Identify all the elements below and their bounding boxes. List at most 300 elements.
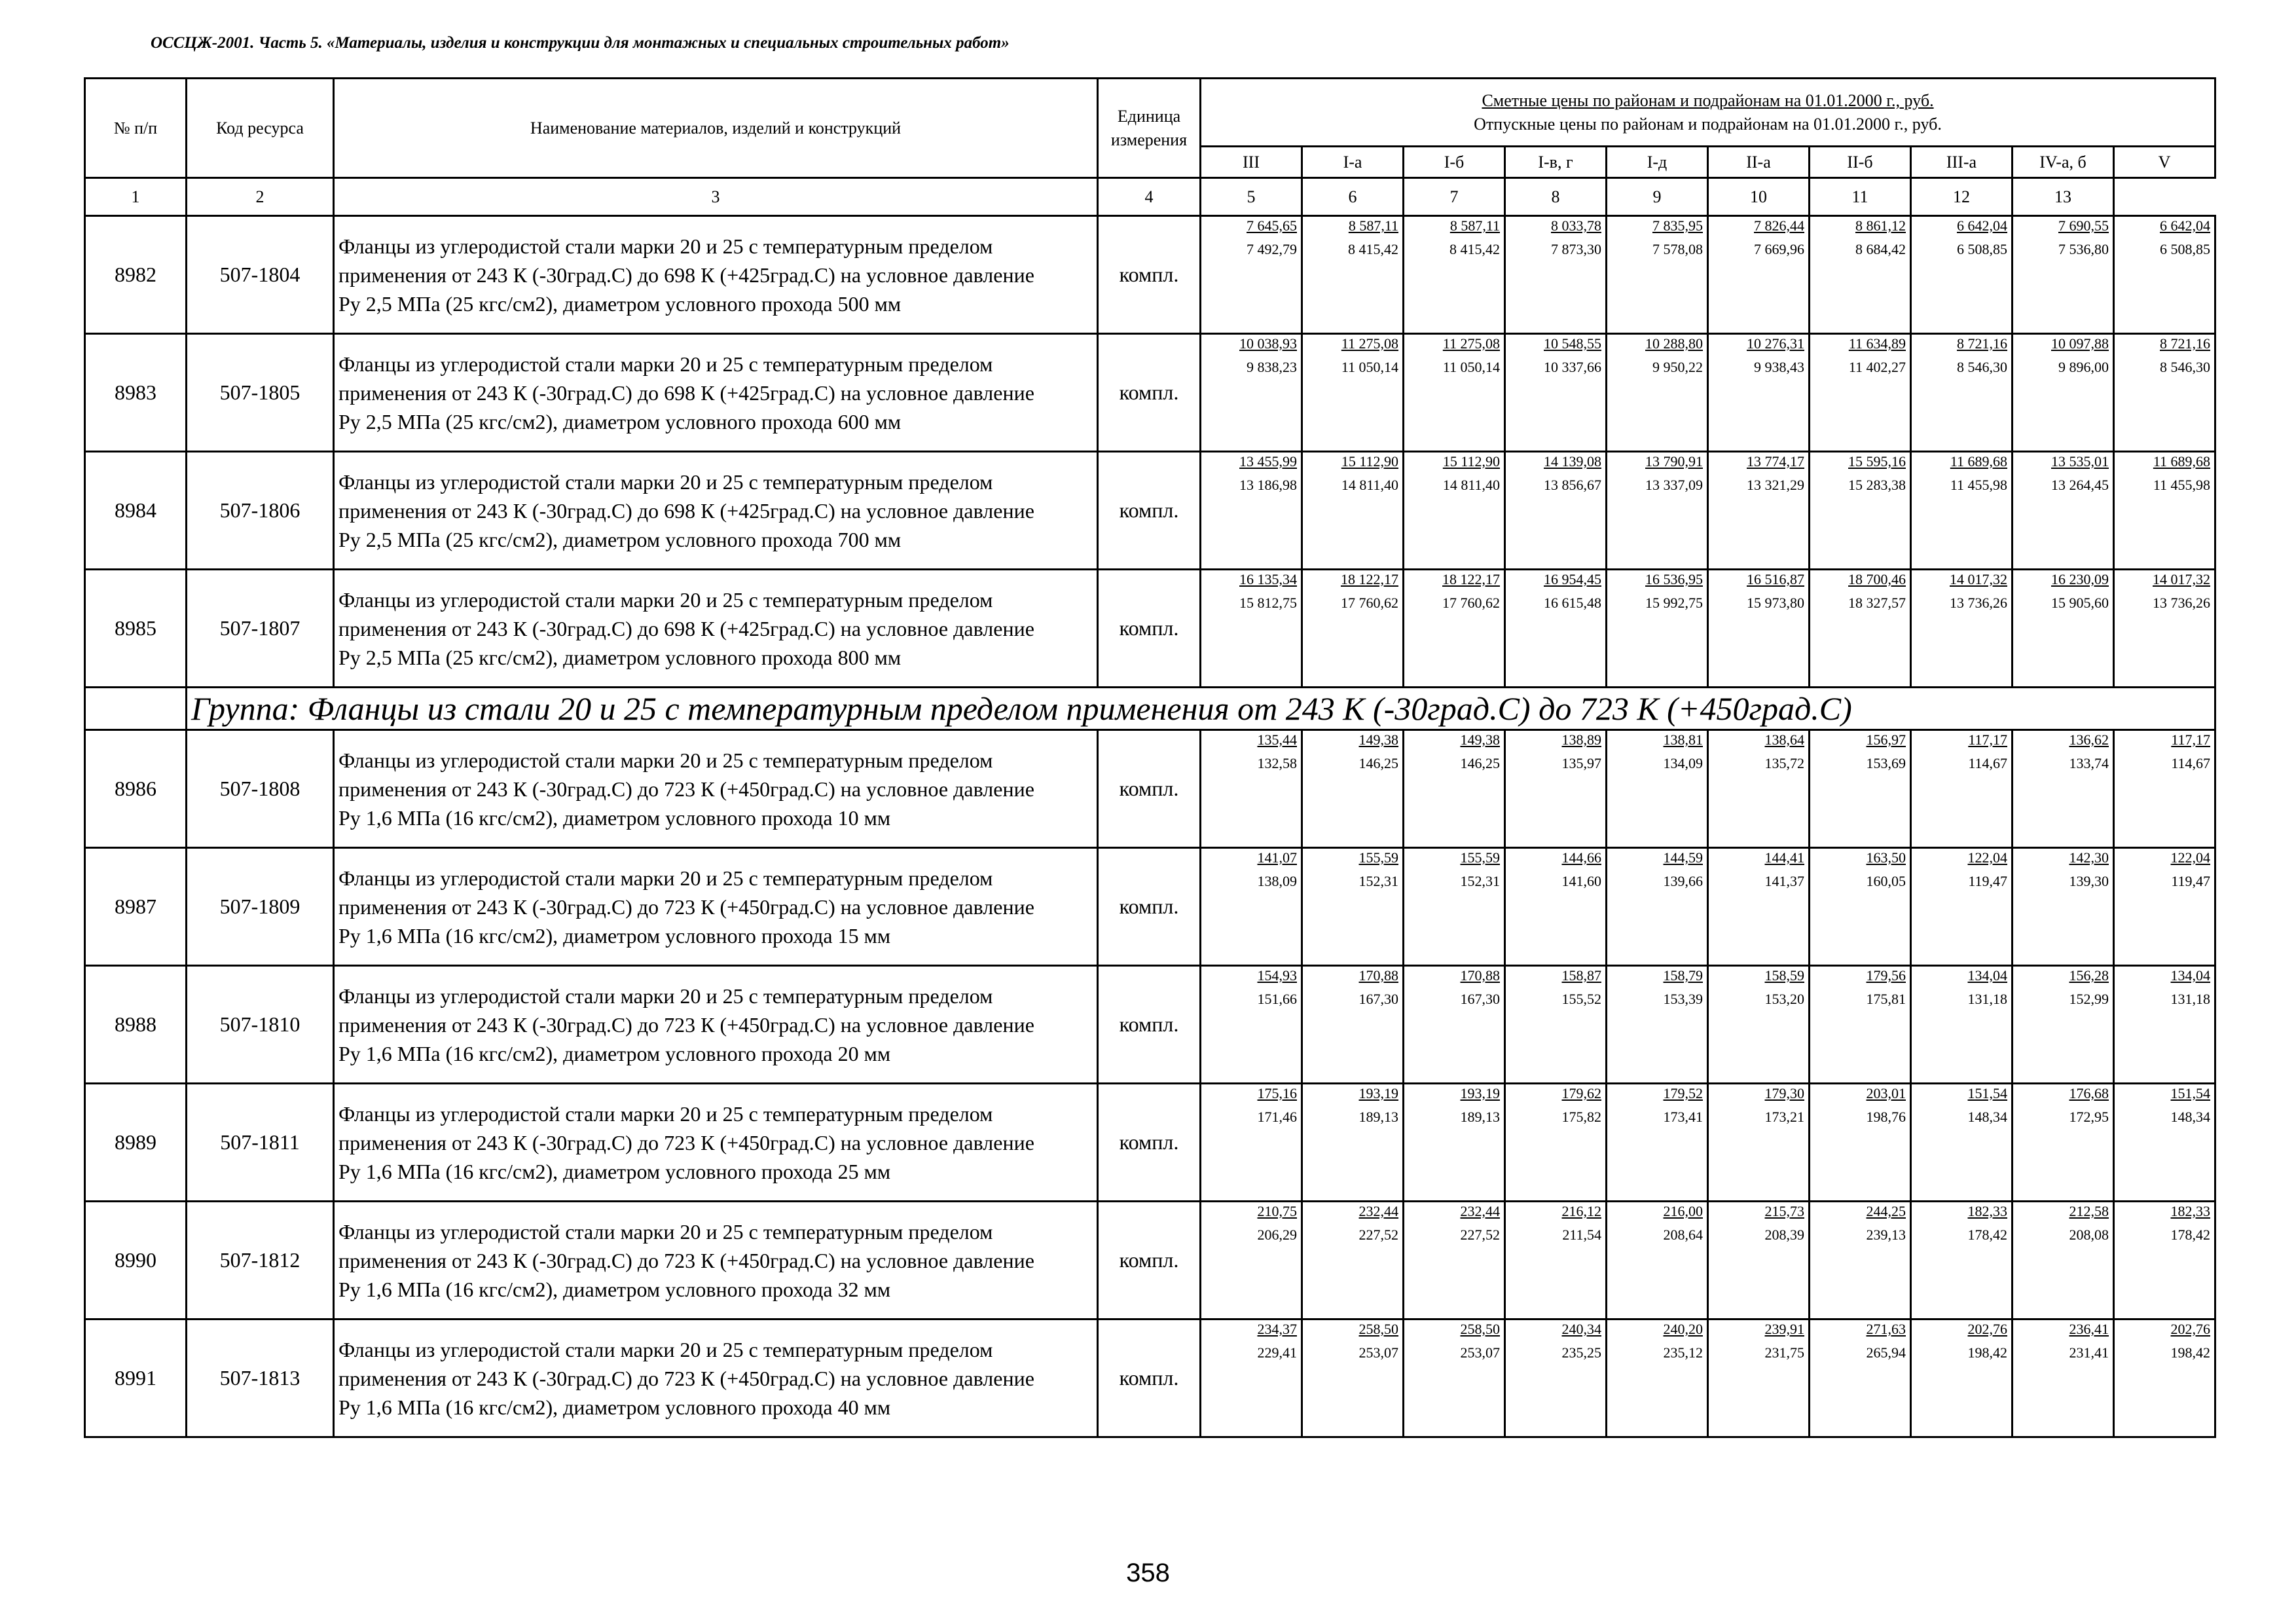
price-cell: [1708, 334, 1810, 452]
release-price: 11 455,98: [2153, 477, 2211, 493]
header-region: I-б: [1404, 147, 1505, 178]
price-cell: [1404, 570, 1505, 688]
unit: компл.: [1098, 848, 1201, 966]
group-row: [85, 688, 2215, 730]
price-cell: [1708, 1084, 1810, 1202]
row-number: 8988: [85, 966, 187, 1084]
release-price: 13 321,29: [1747, 477, 1804, 493]
release-price: 8 415,42: [1449, 241, 1500, 257]
estimate-price: 7 835,95: [1652, 217, 1703, 234]
estimate-price: 136,62: [2069, 731, 2109, 748]
price-cell: [2013, 730, 2114, 848]
material-name-line: Ру 1,6 МПа (16 кгс/см2), диаметром условного прохода 25 мм: [338, 1159, 891, 1183]
price-cell: [2114, 1084, 2215, 1202]
material-name-line: Фланцы из углеродистой стали марки 20 и 25 с температурным пределом: [338, 1101, 993, 1126]
release-price: 189,13: [1358, 1109, 1398, 1125]
estimate-price: 239,91: [1764, 1321, 1804, 1337]
price-cell: [1201, 730, 1302, 848]
price-cell: [2013, 1084, 2114, 1202]
material-name: [334, 848, 1098, 966]
release-price: 141,37: [1764, 873, 1804, 889]
estimate-price: 170,88: [1460, 967, 1500, 984]
price-cell: [1505, 1084, 1607, 1202]
resource-code: 507-1804: [187, 216, 334, 334]
release-price: 148,34: [2170, 1109, 2211, 1125]
page-number: 358: [1126, 1559, 1170, 1587]
price-cell: [2013, 1202, 2114, 1320]
release-price: 198,42: [2170, 1344, 2211, 1361]
release-price: 167,30: [1358, 991, 1398, 1007]
unit: компл.: [1098, 334, 1201, 452]
release-price: 208,08: [2069, 1227, 2109, 1243]
estimate-price: 144,41: [1764, 849, 1804, 866]
release-price: 9 938,43: [1754, 359, 1804, 375]
release-price: 227,52: [1460, 1227, 1500, 1243]
material-name-line: применения от 243 К (-30град.С) до 723 К (+450град.С) на условное давление: [338, 777, 1034, 801]
estimate-price: 13 535,01: [2051, 453, 2109, 470]
column-number: 11: [1810, 178, 1911, 216]
estimate-price: 117,17: [2171, 731, 2211, 748]
release-price: 253,07: [1460, 1344, 1500, 1361]
material-name-line: Ру 1,6 МПа (16 кгс/см2), диаметром условного прохода 40 мм: [338, 1395, 891, 1419]
estimate-price: 18 700,46: [1848, 571, 1906, 587]
estimate-price: 11 689,68: [2153, 453, 2211, 470]
estimate-price: 258,50: [1460, 1321, 1500, 1337]
estimate-price: 18 122,17: [1341, 571, 1398, 587]
release-price: 8 546,30: [2160, 359, 2211, 375]
estimate-price: 232,44: [1460, 1203, 1500, 1219]
header-price-release: Отпускные цены по районам и подрайонам на 01.01.2000 г., руб.: [1474, 114, 1942, 134]
estimate-price: 236,41: [2069, 1321, 2109, 1337]
price-cell: [1302, 216, 1404, 334]
estimate-price: 13 774,17: [1747, 453, 1804, 470]
release-price: 134,09: [1663, 755, 1703, 771]
release-price: 160,05: [1866, 873, 1906, 889]
price-cell: [1810, 216, 1911, 334]
material-name-line: Фланцы из углеродистой стали марки 20 и 25 с температурным пределом: [338, 234, 993, 258]
header-region: III: [1201, 147, 1302, 178]
release-price: 235,25: [1561, 1344, 1601, 1361]
release-price: 133,74: [2069, 755, 2109, 771]
column-number: 9: [1607, 178, 1708, 216]
material-name-line: Ру 1,6 МПа (16 кгс/см2), диаметром условного прохода 32 мм: [338, 1277, 891, 1301]
price-cell: [1404, 216, 1505, 334]
price-cell: [2013, 334, 2114, 452]
estimate-price: 18 122,17: [1442, 571, 1500, 587]
price-cell: [1911, 570, 2013, 688]
price-cell: [1201, 1084, 1302, 1202]
estimate-price: 141,07: [1257, 849, 1297, 866]
price-cell: [1911, 1320, 2013, 1437]
material-name-line: Фланцы из углеродистой стали марки 20 и 25 с температурным пределом: [338, 352, 993, 376]
material-name-line: Фланцы из углеродистой стали марки 20 и 25 с температурным пределом: [338, 748, 993, 772]
material-name-line: Фланцы из углеродистой стали марки 20 и 25 с температурным пределом: [338, 866, 993, 890]
estimate-price: 182,33: [1967, 1203, 2007, 1219]
estimate-price: 6 642,04: [1957, 217, 2007, 234]
resource-code: 507-1809: [187, 848, 334, 966]
release-price: 189,13: [1460, 1109, 1500, 1125]
price-cell: [1810, 1320, 1911, 1437]
estimate-price: 193,19: [1460, 1085, 1500, 1101]
column-number: 2: [187, 178, 334, 216]
price-cell: [1607, 1084, 1708, 1202]
estimate-price: 10 288,80: [1645, 335, 1703, 352]
material-name-line: Фланцы из углеродистой стали марки 20 и 25 с температурным пределом: [338, 984, 993, 1008]
price-cell: [2013, 570, 2114, 688]
estimate-price: 151,54: [1967, 1085, 2007, 1101]
material-name-line: Ру 1,6 МПа (16 кгс/см2), диаметром условного прохода 15 мм: [338, 923, 891, 948]
price-cell: [1505, 848, 1607, 966]
release-price: 198,42: [1967, 1344, 2007, 1361]
page-header-title: ОССЦЖ-2001. Часть 5. «Материалы, изделия и конструкции для монтажных и специальных строительных работ»: [151, 34, 1010, 52]
price-cell: [1404, 966, 1505, 1084]
price-cell: [1302, 452, 1404, 570]
price-cell: [2114, 334, 2215, 452]
resource-code: 507-1805: [187, 334, 334, 452]
header-region: II-б: [1810, 147, 1911, 178]
estimate-price: 179,52: [1663, 1085, 1703, 1101]
material-name-line: Ру 1,6 МПа (16 кгс/см2), диаметром условного прохода 10 мм: [338, 805, 891, 830]
price-cell: [2114, 570, 2215, 688]
estimate-price: 179,56: [1866, 967, 1906, 984]
price-cell: [1810, 966, 1911, 1084]
release-price: 198,76: [1866, 1109, 1906, 1125]
release-price: 9 950,22: [1652, 359, 1703, 375]
release-price: 13 337,09: [1645, 477, 1703, 493]
column-number: 6: [1302, 178, 1404, 216]
release-price: 239,13: [1866, 1227, 1906, 1243]
estimate-price: 142,30: [2069, 849, 2109, 866]
release-price: 15 283,38: [1848, 477, 1906, 493]
release-price: 7 669,96: [1754, 241, 1804, 257]
price-cell: [1302, 730, 1404, 848]
table-row: [85, 966, 2215, 1084]
header-unit: Единица измерения: [1098, 79, 1201, 178]
price-cell: [1607, 1202, 1708, 1320]
price-cell: [1708, 452, 1810, 570]
price-cell: [2114, 1320, 2215, 1437]
estimate-price: 138,81: [1663, 731, 1703, 748]
release-price: 206,29: [1257, 1227, 1297, 1243]
price-cell: [1302, 1084, 1404, 1202]
estimate-price: 156,28: [2069, 967, 2109, 984]
estimate-price: 155,59: [1358, 849, 1398, 866]
release-price: 11 050,14: [1341, 359, 1398, 375]
price-cell: [1911, 216, 2013, 334]
row-number: 8983: [85, 334, 187, 452]
material-name: [334, 730, 1098, 848]
price-cell: [1607, 966, 1708, 1084]
release-price: 211,54: [1562, 1227, 1601, 1243]
price-cell: [1810, 452, 1911, 570]
row-number: 8982: [85, 216, 187, 334]
release-price: 229,41: [1257, 1344, 1297, 1361]
price-cell: [2013, 848, 2114, 966]
estimate-price: 240,34: [1561, 1321, 1601, 1337]
release-price: 178,42: [2170, 1227, 2211, 1243]
estimate-price: 16 536,95: [1645, 571, 1703, 587]
release-price: 17 760,62: [1341, 595, 1398, 611]
price-cell: [1201, 1202, 1302, 1320]
price-cell: [1302, 1202, 1404, 1320]
unit: компл.: [1098, 1202, 1201, 1320]
estimate-price: 179,30: [1764, 1085, 1804, 1101]
price-cell: [1201, 216, 1302, 334]
estimate-price: 244,25: [1866, 1203, 1906, 1219]
release-price: 11 455,98: [1950, 477, 2007, 493]
price-cell: [1911, 730, 2013, 848]
release-price: 13 186,98: [1239, 477, 1297, 493]
resource-code: 507-1807: [187, 570, 334, 688]
table-row: [85, 216, 2215, 334]
material-name: [334, 966, 1098, 1084]
estimate-price: 16 516,87: [1747, 571, 1804, 587]
release-price: 148,34: [1967, 1109, 2007, 1125]
estimate-price: 10 276,31: [1747, 335, 1804, 352]
release-price: 153,20: [1764, 991, 1804, 1007]
price-cell: [2013, 452, 2114, 570]
estimate-price: 10 548,55: [1544, 335, 1601, 352]
price-cell: [2114, 730, 2215, 848]
estimate-price: 144,66: [1561, 849, 1601, 866]
table-row: [85, 730, 2215, 848]
unit: компл.: [1098, 1084, 1201, 1202]
release-price: 152,99: [2069, 991, 2109, 1007]
column-number: 4: [1098, 178, 1201, 216]
price-cell: [1302, 334, 1404, 452]
price-cell: [1708, 1202, 1810, 1320]
release-price: 9 896,00: [2058, 359, 2109, 375]
estimate-price: 8 587,11: [1449, 217, 1500, 234]
estimate-price: 135,44: [1257, 731, 1297, 748]
estimate-price: 16 230,09: [2051, 571, 2109, 587]
material-name-line: применения от 243 К (-30град.С) до 698 К (+425град.С) на условное давление: [338, 380, 1034, 405]
price-cell: [1607, 452, 1708, 570]
estimate-price: 163,50: [1866, 849, 1906, 866]
unit: компл.: [1098, 452, 1201, 570]
release-price: 152,31: [1358, 873, 1398, 889]
release-price: 14 811,40: [1341, 477, 1398, 493]
release-price: 15 905,60: [2051, 595, 2109, 611]
column-number: 1: [85, 178, 187, 216]
price-cell: [1911, 452, 2013, 570]
material-name-line: Ру 2,5 МПа (25 кгс/см2), диаметром условного прохода 600 мм: [338, 409, 902, 434]
estimate-price: 176,68: [2069, 1085, 2109, 1101]
material-name-line: Ру 2,5 МПа (25 кгс/см2), диаметром условного прохода 500 мм: [338, 291, 902, 316]
release-price: 227,52: [1358, 1227, 1398, 1243]
table-row: [85, 334, 2215, 452]
table-body: [85, 178, 2215, 1437]
price-cell: [2114, 1202, 2215, 1320]
estimate-price: 203,01: [1866, 1085, 1906, 1101]
release-price: 7 873,30: [1551, 241, 1601, 257]
estimate-price: 182,33: [2170, 1203, 2211, 1219]
price-cell: [1708, 966, 1810, 1084]
estimate-price: 134,04: [1967, 967, 2007, 984]
price-cell: [1911, 334, 2013, 452]
release-price: 153,69: [1866, 755, 1906, 771]
release-price: 175,81: [1866, 991, 1906, 1007]
table-row: [85, 1084, 2215, 1202]
unit: компл.: [1098, 570, 1201, 688]
row-number: 8986: [85, 730, 187, 848]
header-price-estimate: Сметные цены по районам и подрайонам на 01.01.2000 г., руб.: [1482, 91, 1934, 111]
material-name: [334, 1084, 1098, 1202]
material-name-line: Ру 1,6 МПа (16 кгс/см2), диаметром условного прохода 20 мм: [338, 1041, 891, 1065]
material-name-line: применения от 243 К (-30град.С) до 723 К (+450град.С) на условное давление: [338, 1248, 1034, 1272]
material-name-line: Фланцы из углеродистой стали марки 20 и 25 с температурным пределом: [338, 470, 993, 494]
estimate-price: 258,50: [1358, 1321, 1398, 1337]
release-price: 253,07: [1358, 1344, 1398, 1361]
column-number: 10: [1708, 178, 1810, 216]
release-price: 10 337,66: [1544, 359, 1601, 375]
price-cell: [1708, 216, 1810, 334]
price-cell: [1505, 966, 1607, 1084]
material-name: [334, 1320, 1098, 1437]
estimate-price: 7 826,44: [1754, 217, 1804, 234]
price-cell: [1404, 452, 1505, 570]
estimate-price: 117,17: [1968, 731, 2007, 748]
price-cell: [1505, 730, 1607, 848]
release-price: 151,66: [1257, 991, 1297, 1007]
price-cell: [2114, 216, 2215, 334]
estimate-price: 11 634,89: [1848, 335, 1906, 352]
material-name-line: применения от 243 К (-30град.С) до 723 К (+450град.С) на условное давление: [338, 1012, 1034, 1037]
column-number: 5: [1201, 178, 1302, 216]
estimate-price: 10 038,93: [1239, 335, 1297, 352]
release-price: 172,95: [2069, 1109, 2109, 1125]
header-region: V: [2114, 147, 2215, 178]
material-name-line: применения от 243 К (-30град.С) до 723 К (+450град.С) на условное давление: [338, 1366, 1034, 1390]
release-price: 11 402,27: [1848, 359, 1906, 375]
material-name: [334, 334, 1098, 452]
price-cell: [2114, 966, 2215, 1084]
row-number: 8989: [85, 1084, 187, 1202]
header-region: I-в, г: [1505, 147, 1607, 178]
estimate-price: 216,00: [1663, 1203, 1703, 1219]
release-price: 265,94: [1866, 1344, 1906, 1361]
estimate-price: 216,12: [1561, 1203, 1601, 1219]
estimate-price: 144,59: [1663, 849, 1703, 866]
release-price: 114,67: [2171, 755, 2211, 771]
release-price: 11 050,14: [1442, 359, 1500, 375]
row-number: 8984: [85, 452, 187, 570]
estimate-price: 13 790,91: [1645, 453, 1703, 470]
column-number: 13: [2013, 178, 2114, 216]
price-cell: [1810, 1084, 1911, 1202]
price-cell: [1607, 570, 1708, 688]
estimate-price: 10 097,88: [2051, 335, 2109, 352]
estimate-price: 149,38: [1358, 731, 1398, 748]
release-price: 139,30: [2069, 873, 2109, 889]
estimate-price: 14 017,32: [2153, 571, 2211, 587]
price-cell: [2013, 1320, 2114, 1437]
release-price: 13 736,26: [1950, 595, 2007, 611]
price-cell: [1708, 570, 1810, 688]
estimate-price: 175,16: [1257, 1085, 1297, 1101]
release-price: 155,52: [1561, 991, 1601, 1007]
release-price: 135,72: [1764, 755, 1804, 771]
price-cell: [1201, 966, 1302, 1084]
price-cell: [1810, 1202, 1911, 1320]
estimate-price: 155,59: [1460, 849, 1500, 866]
resource-code: 507-1806: [187, 452, 334, 570]
table-row: [85, 570, 2215, 688]
table-row: [85, 848, 2215, 966]
row-number: 8987: [85, 848, 187, 966]
estimate-price: 158,59: [1764, 967, 1804, 984]
price-cell: [1607, 334, 1708, 452]
header-num: № п/п: [85, 79, 187, 178]
material-name: [334, 1202, 1098, 1320]
estimate-price: 16 954,45: [1544, 571, 1601, 587]
price-cell: [1505, 216, 1607, 334]
release-price: 171,46: [1257, 1109, 1297, 1125]
price-cell: [1708, 848, 1810, 966]
material-name-line: Фланцы из углеродистой стали марки 20 и 25 с температурным пределом: [338, 587, 993, 612]
estimate-price: 16 135,34: [1239, 571, 1297, 587]
price-cell: [1404, 1084, 1505, 1202]
price-cell: [1201, 452, 1302, 570]
release-price: 208,39: [1764, 1227, 1804, 1243]
unit: компл.: [1098, 730, 1201, 848]
estimate-price: 149,38: [1460, 731, 1500, 748]
release-price: 114,67: [1968, 755, 2007, 771]
price-cell: [1810, 848, 1911, 966]
estimate-price: 210,75: [1257, 1203, 1297, 1219]
estimate-price: 179,62: [1561, 1085, 1601, 1101]
material-name-line: применения от 243 К (-30град.С) до 723 К (+450град.С) на условное давление: [338, 895, 1034, 919]
resource-code: 507-1812: [187, 1202, 334, 1320]
header-region: III-а: [1911, 147, 2013, 178]
header-name: Наименование материалов, изделий и конструкций: [334, 79, 1098, 178]
price-cell: [1201, 570, 1302, 688]
price-cell: [1404, 1202, 1505, 1320]
release-price: 7 492,79: [1247, 241, 1297, 257]
price-cell: [1404, 334, 1505, 452]
unit: компл.: [1098, 216, 1201, 334]
price-cell: [1607, 730, 1708, 848]
unit: компл.: [1098, 1320, 1201, 1437]
estimate-price: 202,76: [1967, 1321, 2007, 1337]
price-cell: [2114, 452, 2215, 570]
price-cell: [2013, 216, 2114, 334]
estimate-price: 6 642,04: [2160, 217, 2211, 234]
table-row: [85, 452, 2215, 570]
price-cell: [1505, 1202, 1607, 1320]
estimate-price: 122,04: [1967, 849, 2007, 866]
price-cell: [1302, 966, 1404, 1084]
estimate-price: 193,19: [1358, 1085, 1398, 1101]
material-name-line: Ру 2,5 МПа (25 кгс/см2), диаметром условного прохода 700 мм: [338, 527, 902, 551]
release-price: 8 684,42: [1855, 241, 1906, 257]
estimate-price: 234,37: [1257, 1321, 1297, 1337]
estimate-price: 11 275,08: [1341, 335, 1398, 352]
price-table: [84, 77, 2216, 1438]
price-cell: [1708, 730, 1810, 848]
column-number-row: [85, 178, 2215, 216]
price-cell: [1302, 848, 1404, 966]
price-cell: [1505, 452, 1607, 570]
estimate-price: 151,54: [2170, 1085, 2211, 1101]
row-number: 8991: [85, 1320, 187, 1437]
resource-code: 507-1810: [187, 966, 334, 1084]
estimate-price: 212,58: [2069, 1203, 2109, 1219]
release-price: 7 536,80: [2058, 241, 2109, 257]
release-price: 173,21: [1764, 1109, 1804, 1125]
price-cell: [1911, 1202, 2013, 1320]
estimate-price: 8 721,16: [1957, 335, 2007, 352]
